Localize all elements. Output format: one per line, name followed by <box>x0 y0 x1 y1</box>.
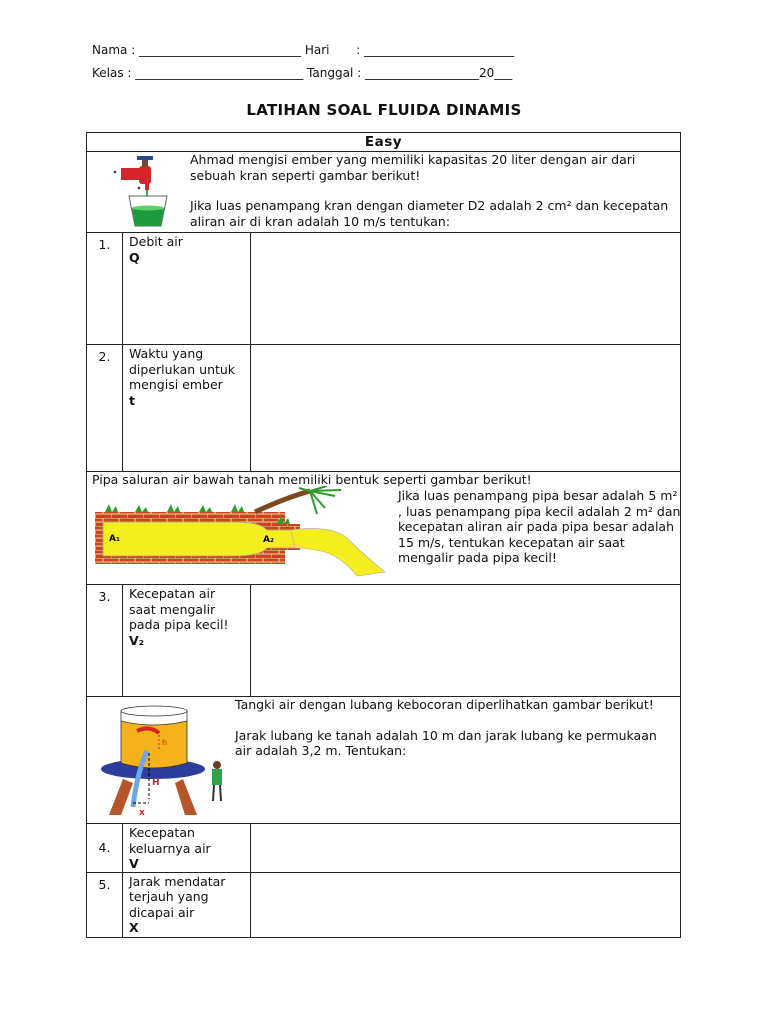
section2-intro-text: Pipa saluran air bawah tanah memiliki bentuk seperti gambar berikut! <box>92 472 532 487</box>
worksheet-table <box>86 132 681 938</box>
answer-cell[interactable] <box>251 824 681 873</box>
section2-intro-row <box>87 472 681 585</box>
question-number: 1. <box>87 233 123 345</box>
question-symbol: V₂ <box>129 632 145 648</box>
pipe-illustration <box>95 486 390 584</box>
question-row <box>87 585 681 697</box>
question-row <box>87 345 681 472</box>
question-row <box>87 233 681 345</box>
answer-cell[interactable] <box>251 585 681 697</box>
answer-cell[interactable] <box>251 872 681 937</box>
label-H: H <box>152 778 160 788</box>
section1-intro-text: Ahmad mengisi ember yang memiliki kapasitas 20 liter dengan air dari sebuah kran seperti gambar berikut! <box>190 152 636 183</box>
section3-intro-row <box>87 697 681 824</box>
answer-cell[interactable] <box>251 233 681 345</box>
answer-cell[interactable] <box>251 345 681 472</box>
question-row <box>87 824 681 873</box>
section2-question-text: Jika luas penampang pipa besar adalah 5 m² , luas penampang pipa kecil adalah 2 m² dan kecepatan aliran air pada pipa besar adalah 15 m/s, tentukan kecepatan air saat mengalir pada pipa kecil! <box>398 488 681 565</box>
section1-intro-cell <box>87 152 681 233</box>
leaking-tank-illustration <box>97 703 227 821</box>
page-title: LATIHAN SOAL FLUIDA DINAMIS <box>246 101 522 119</box>
faucet-bucket-illustration <box>109 154 187 228</box>
section3-question-text: Jarak lubang ke tanah adalah 10 m dan jarak lubang ke permukaan air adalah 3,2 m. Tentukan: <box>235 727 657 758</box>
class-date-line: Kelas : ____________________________ Tanggal : ___________________20___ <box>92 66 513 80</box>
area-a2-label: A₂ <box>263 535 274 545</box>
question-symbol: t <box>129 392 135 408</box>
question-number: 3. <box>87 585 123 697</box>
question-label <box>123 233 251 345</box>
section2-intro-cell <box>87 472 681 585</box>
question-label <box>123 585 251 697</box>
question-text: Debit air <box>129 234 183 249</box>
area-a1-label: A₁ <box>109 534 120 544</box>
question-number: 5. <box>87 872 123 937</box>
section1-intro-row <box>87 152 681 233</box>
question-text: Kecepatan keluarnya air <box>129 825 211 856</box>
question-symbol: X <box>129 920 139 935</box>
section3-intro-text: Tangki air dengan lubang kebocoran diperlihatkan gambar berikut! <box>235 697 654 712</box>
question-text: Waktu yang diperlukan untuk mengisi ember <box>129 346 236 392</box>
section3-intro-cell <box>87 697 681 824</box>
question-text: Kecepatan air saat mengalir pada pipa kecil! <box>129 586 229 632</box>
level-banner: Easy <box>87 133 681 152</box>
name-day-line: Nama : ___________________________ Hari : _________________________ <box>92 43 515 57</box>
section1-question-text: Jika luas penampang kran dengan diameter D2 adalah 2 cm² dan kecepatan aliran air di kran adalah 10 m/s tentukan: <box>190 198 669 229</box>
question-number: 2. <box>87 345 123 472</box>
question-symbol: V <box>129 856 139 871</box>
label-h: h <box>162 738 168 747</box>
question-symbol: Q <box>129 249 140 265</box>
question-label <box>123 824 251 873</box>
question-row <box>87 872 681 937</box>
question-label <box>123 872 251 937</box>
question-text: Jarak mendatar terjauh yang dicapai air <box>129 873 226 920</box>
label-x: x <box>139 808 145 818</box>
level-row <box>87 133 681 152</box>
question-label <box>123 345 251 472</box>
question-number: 4. <box>87 824 123 873</box>
